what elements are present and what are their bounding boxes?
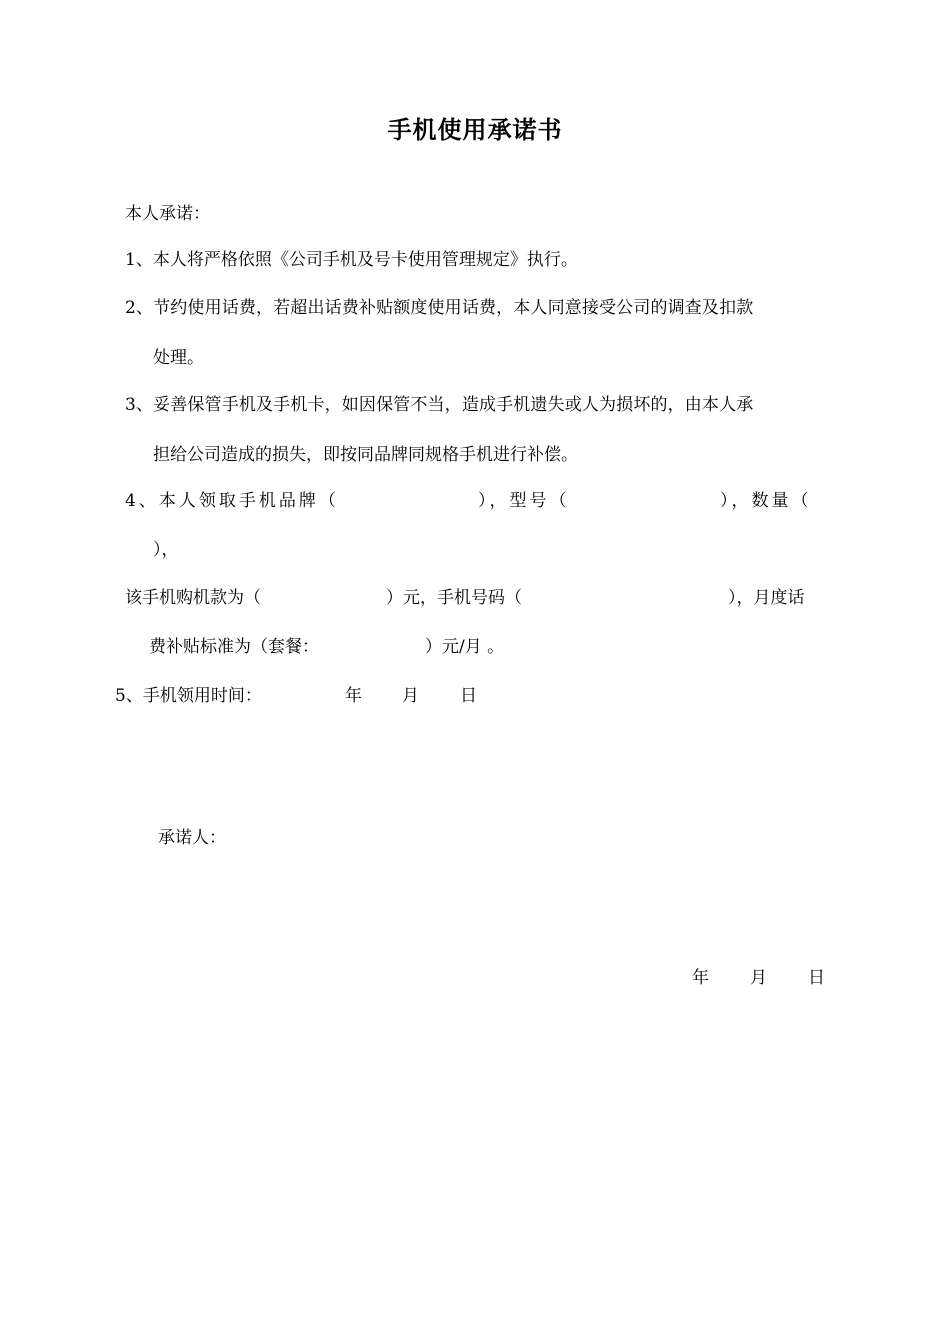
item-4-model-close: ），数量（ [720,491,812,511]
item-4-price-label: 该手机购机款为（ [125,588,261,608]
date-month: 月 [750,968,767,988]
item-1: 1、本人将严格依照《公司手机及号卡使用管理规定》执行。 [125,250,578,270]
item-4-allowance-close: ）元/月 。 [425,637,505,657]
item-4-allowance-label: 费补贴标准为（套餐： [149,637,319,657]
date-day: 日 [808,968,825,988]
item-4-qty-close: ）， [153,540,179,560]
intro-text: 本人承诺： [125,204,210,224]
item-3-line-1: 3、妥善保管手机及手机卡，如因保管不当，造成手机遗失或人为损坏的，由本人承 [125,395,754,415]
item-5-month: 月 [402,686,419,706]
document-title: 手机使用承诺书 [387,116,563,144]
item-2-line-1: 2、节约使用话费，若超出话费补贴额度使用话费，本人同意接受公司的调查及扣款 [125,298,754,318]
item-5-label: 5、手机领用时间： [115,686,262,706]
item-4-phone-close: ），月度话 [728,588,805,608]
item-4-brand-close: ），型号（ [478,491,570,511]
item-4-price-close: ）元，手机号码（ [386,588,522,608]
item-5-year: 年 [345,686,362,706]
item-3-line-2: 担给公司造成的损失，即按同品牌同规格手机进行补偿。 [153,445,578,465]
item-2-line-2: 处理。 [153,348,204,368]
item-4-brand-label: 4、本人领取手机品牌（ [125,491,339,511]
date-year: 年 [692,968,709,988]
signer-label: 承诺人： [158,828,226,848]
item-5-day: 日 [460,686,477,706]
